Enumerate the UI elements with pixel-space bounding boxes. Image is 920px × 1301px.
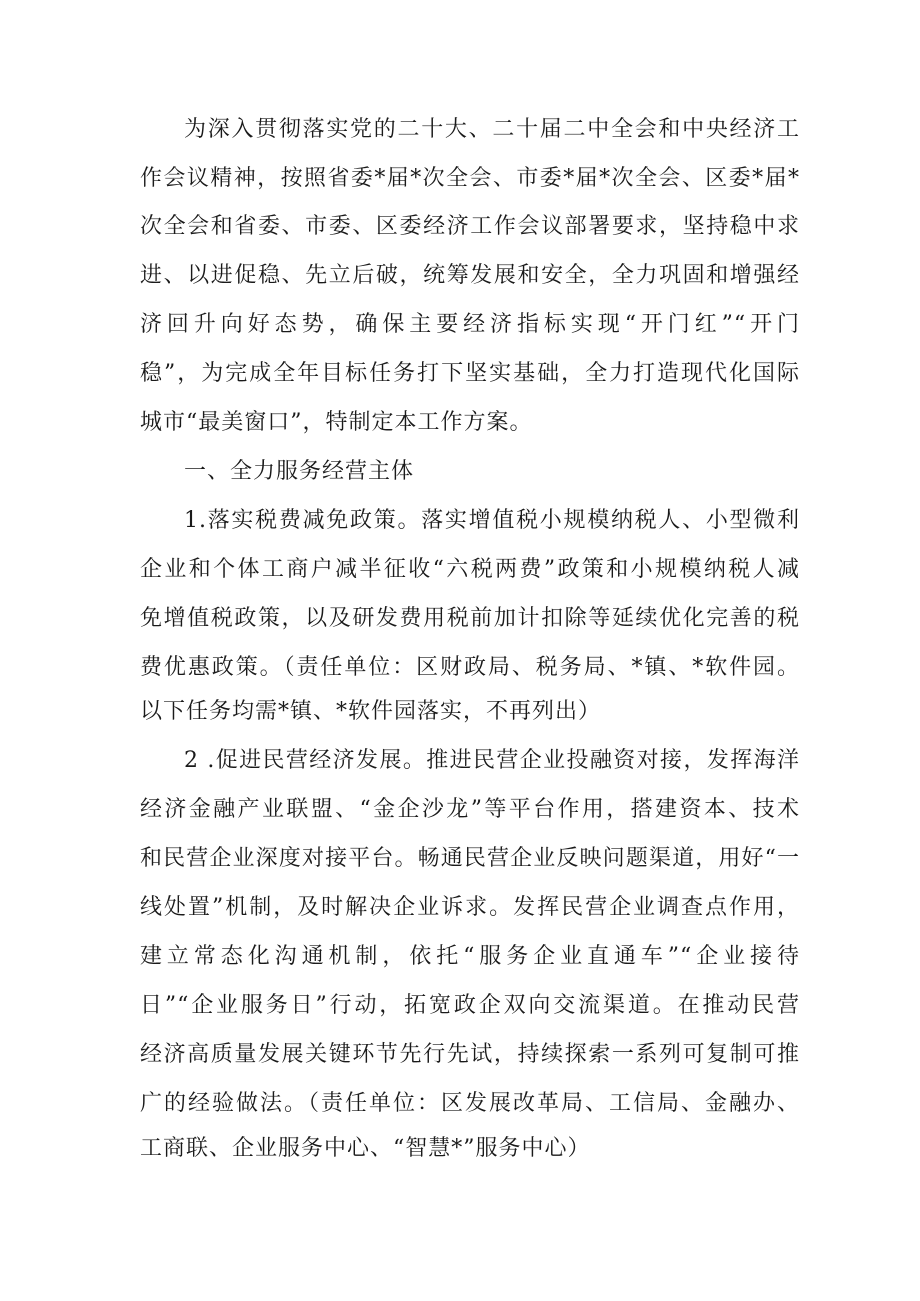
item-2-line-9: 工商联、企业服务中心、“智慧*”服务中心）: [140, 1136, 591, 1161]
intro-line-4: 进、以进促稳、先立后破，统筹发展和安全，全力巩固和增强经: [140, 263, 800, 288]
item-2-line-6: 日”“企业服务日”行动，拓宽政企双向交流渠道。在推动民营: [140, 993, 800, 1018]
intro-line-1: 为深入贯彻落实党的二十大、二十届二中全会和中央经济工: [184, 117, 800, 142]
item-2-line-7: 经济高质量发展关键环节先行先试，持续探索一系列可复制可推: [140, 1042, 800, 1067]
intro-line-6: 稳”，为完成全年目标任务打下坚实基础，全力打造现代化国际: [140, 361, 800, 386]
intro-line-5: 济回升向好态势，确保主要经济指标实现“开门红”“开门: [140, 312, 800, 337]
item-1-line-4: 费优惠政策。（责任单位：区财政局、税务局、*镇、*软件园。: [140, 655, 800, 680]
item-2-line-3: 和民营企业深度对接平台。畅通民营企业反映问题渠道，用好“一: [140, 846, 800, 871]
section-heading: 一、全力服务经营主体: [184, 459, 415, 484]
item-1-line-3: 免增值税政策，以及研发费用税前加计扣除等延续优化完善的税: [140, 606, 800, 631]
intro-line-2: 作会议精神，按照省委*届*次全会、市委*届*次全会、区委*届*: [140, 166, 800, 191]
item-2-line-8: 广的经验做法。（责任单位：区发展改革局、工信局、金融办、: [140, 1091, 800, 1116]
item-2-line-5: 建立常态化沟通机制，依托“服务企业直通车”“企业接待: [140, 944, 800, 969]
item-1-line-2: 企业和个体工商户减半征收“六税两费”政策和小规模纳税人减: [140, 557, 800, 582]
item-1-line-1: 1.落实税费减免政策。落实增值税小规模纳税人、小型微利: [184, 508, 800, 533]
intro-line-3: 次全会和省委、市委、区委经济工作会议部署要求，坚持稳中求: [140, 214, 800, 239]
item-2-line-4: 线处置”机制，及时解决企业诉求。发挥民营企业调查点作用，: [140, 895, 800, 920]
item-1-line-5: 以下任务均需*镇、*软件园落实，不再列出）: [140, 699, 602, 724]
item-2-line-1: 2 .促进民营经济发展。推进民营企业投融资对接，发挥海洋: [184, 748, 800, 773]
intro-line-7: 城市“最美窗口”，特制定本工作方案。: [140, 410, 533, 435]
item-2-line-2: 经济金融产业联盟、“金企沙龙”等平台作用，搭建资本、技术: [140, 797, 800, 822]
